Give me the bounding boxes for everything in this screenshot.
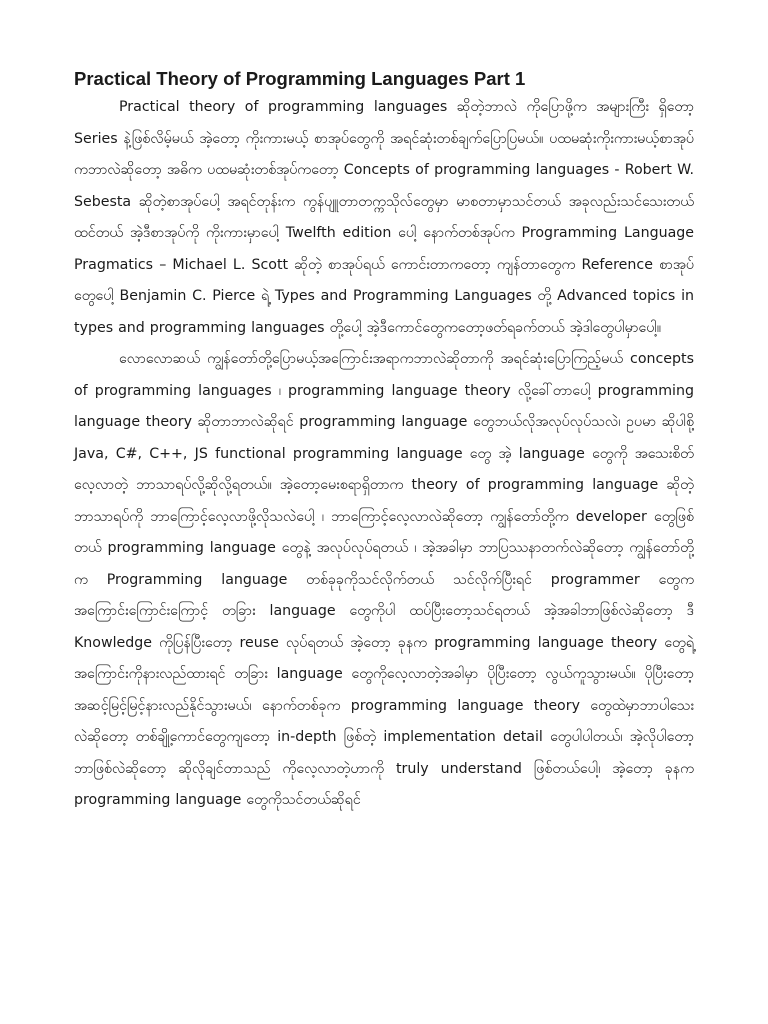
paragraph-body: လောလောဆယ် ကျွန်တော်တို့ပြောမယ့်အကြောင်းအရာကဘာလဲဆိုတာကို အရင်ဆုံးပြောကြည့်မယ် concepts of programming languages ၊ programming language theory လို့ခေါ်တာပေါ့ programming language theory ဆိုတာဘာလဲဆိုရင် programming language တွေဘယ်လိုအလုပ်လုပ်သလဲ၊ ဥပမာ ဆိုပါစို့ Java, C#, C++, JS functional programming language တွေ အဲ့ language တွေကို အသေးစိတ်လေ့လာတဲ့ ဘာသာရပ်လို့ဆိုလို့ရတယ်။ အဲ့တော့မေးစရာရှိတာက theory of programming language ဆိုတဲ့ဘာသာရပ်ကို ဘာကြောင့်လေ့လာဖို့လိုသလဲပေါ့ ၊ ဘာကြောင့်လေ့လာလဲဆိုတော့ ကျွန်တော်တို့က developer တွေဖြစ်တယ် programming language တွေနဲ့ အလုပ်လုပ်ရတယ် ၊ အဲ့အခါမှာ ဘာပြဿနာတက်လဲဆိုတော့ ကျွန်တော်တို့က Programming language တစ်ခုခုကိုသင်လိုက်တယ် သင်လိုက်ပြီးရင် programmer တွေက အကြောင်းကြောင်းကြောင့် တခြား language တွေကိုပါ ထပ်ပြီးတော့သင်ရတယ် အဲ့အခါဘာဖြစ်လဲဆိုတော့ ဒီ Knowledge ကိုပြန်ပြီးတော့ reuse လုပ်ရတယ် အဲ့တော့ ခုနက programming language theory တွေရဲ့အကြောင်းကိုနားလည်ထားရင် တခြား language တွေကိုလေ့လာတဲ့အခါမှာ ပိုပြီးတော့ လွယ်ကူသွားမယ်။ ပိုပြီးတော့ အဆင့်မြင့်မြင့်နားလည်နိုင်သွားမယ်၊ နောက်တစ်ခုက programming language theory တွေထဲမှာဘာပါသေးလဲဆိုတော့ တစ်ချို့ကောင်တွေကျတော့ in-depth ဖြစ်တဲ့ implementation detail တွေပါပါတယ်၊ အဲ့လိုပါတော့ ဘာဖြစ်လဲဆိုတော့ ဆိုလိုချင်တာသည် ကိုလေ့လာတဲ့ဟာကို truly understand ဖြစ်တယ်ပေါ့၊ အဲ့တော့ ခုနက programming language တွေကိုသင်တယ်ဆိုရင် [74, 351, 694, 808]
document-page [74, 66, 694, 817]
document-title: Practical Theory of Programming Languages Part 1 [74, 68, 526, 89]
paragraph-intro: Practical theory of programming languages ဆိုတဲ့ဘာလဲ ကိုပြောဖို့က အများကြီး ရှိတော့ Series နဲ့ဖြစ်လိမ့်မယ် အဲ့တော့ ကိုးကားမယ့် စာအုပ်တွေကို အရင်ဆုံးတစ်ချက်ပြောပြမယ်။ ပထမဆုံးကိုးကားမယ့်စာအုပ်ကဘာလဲဆိုတော့ အဓိက ပထမဆုံးတစ်အုပ်ကတော့ Concepts of programming languages - Robert W. Sebesta ဆိုတဲ့စာအုပ်ပေါ့ အရင်တုန်းက ကွန်ပျူတာတက္ကသိုလ်တွေမှာ မာစတာမှာသင်တယ် အခုလည်းသင်သေးတယ်ထင်တယ် အဲ့ဒီစာအုပ်ကို ကိုးကားမှာပေါ့ Twelfth edition ပေါ့ နောက်တစ်အုပ်က Programming Language Pragmatics – Michael L. Scott ဆိုတဲ့ စာအုပ်ရယ် ကောင်းတာကတော့ ကျန်တာတွေက Reference စာအုပ်တွေပေါ့ Benjamin C. Pierce ရဲ့ Types and Programming Languages တို့ Advanced topics in types and programming languages တို့ပေါ့ အဲ့ဒီကောင်တွေကတော့ဖတ်ရခက်တယ် အဲ့ဒါတွေပါမှာပေါ့။ [74, 99, 694, 336]
